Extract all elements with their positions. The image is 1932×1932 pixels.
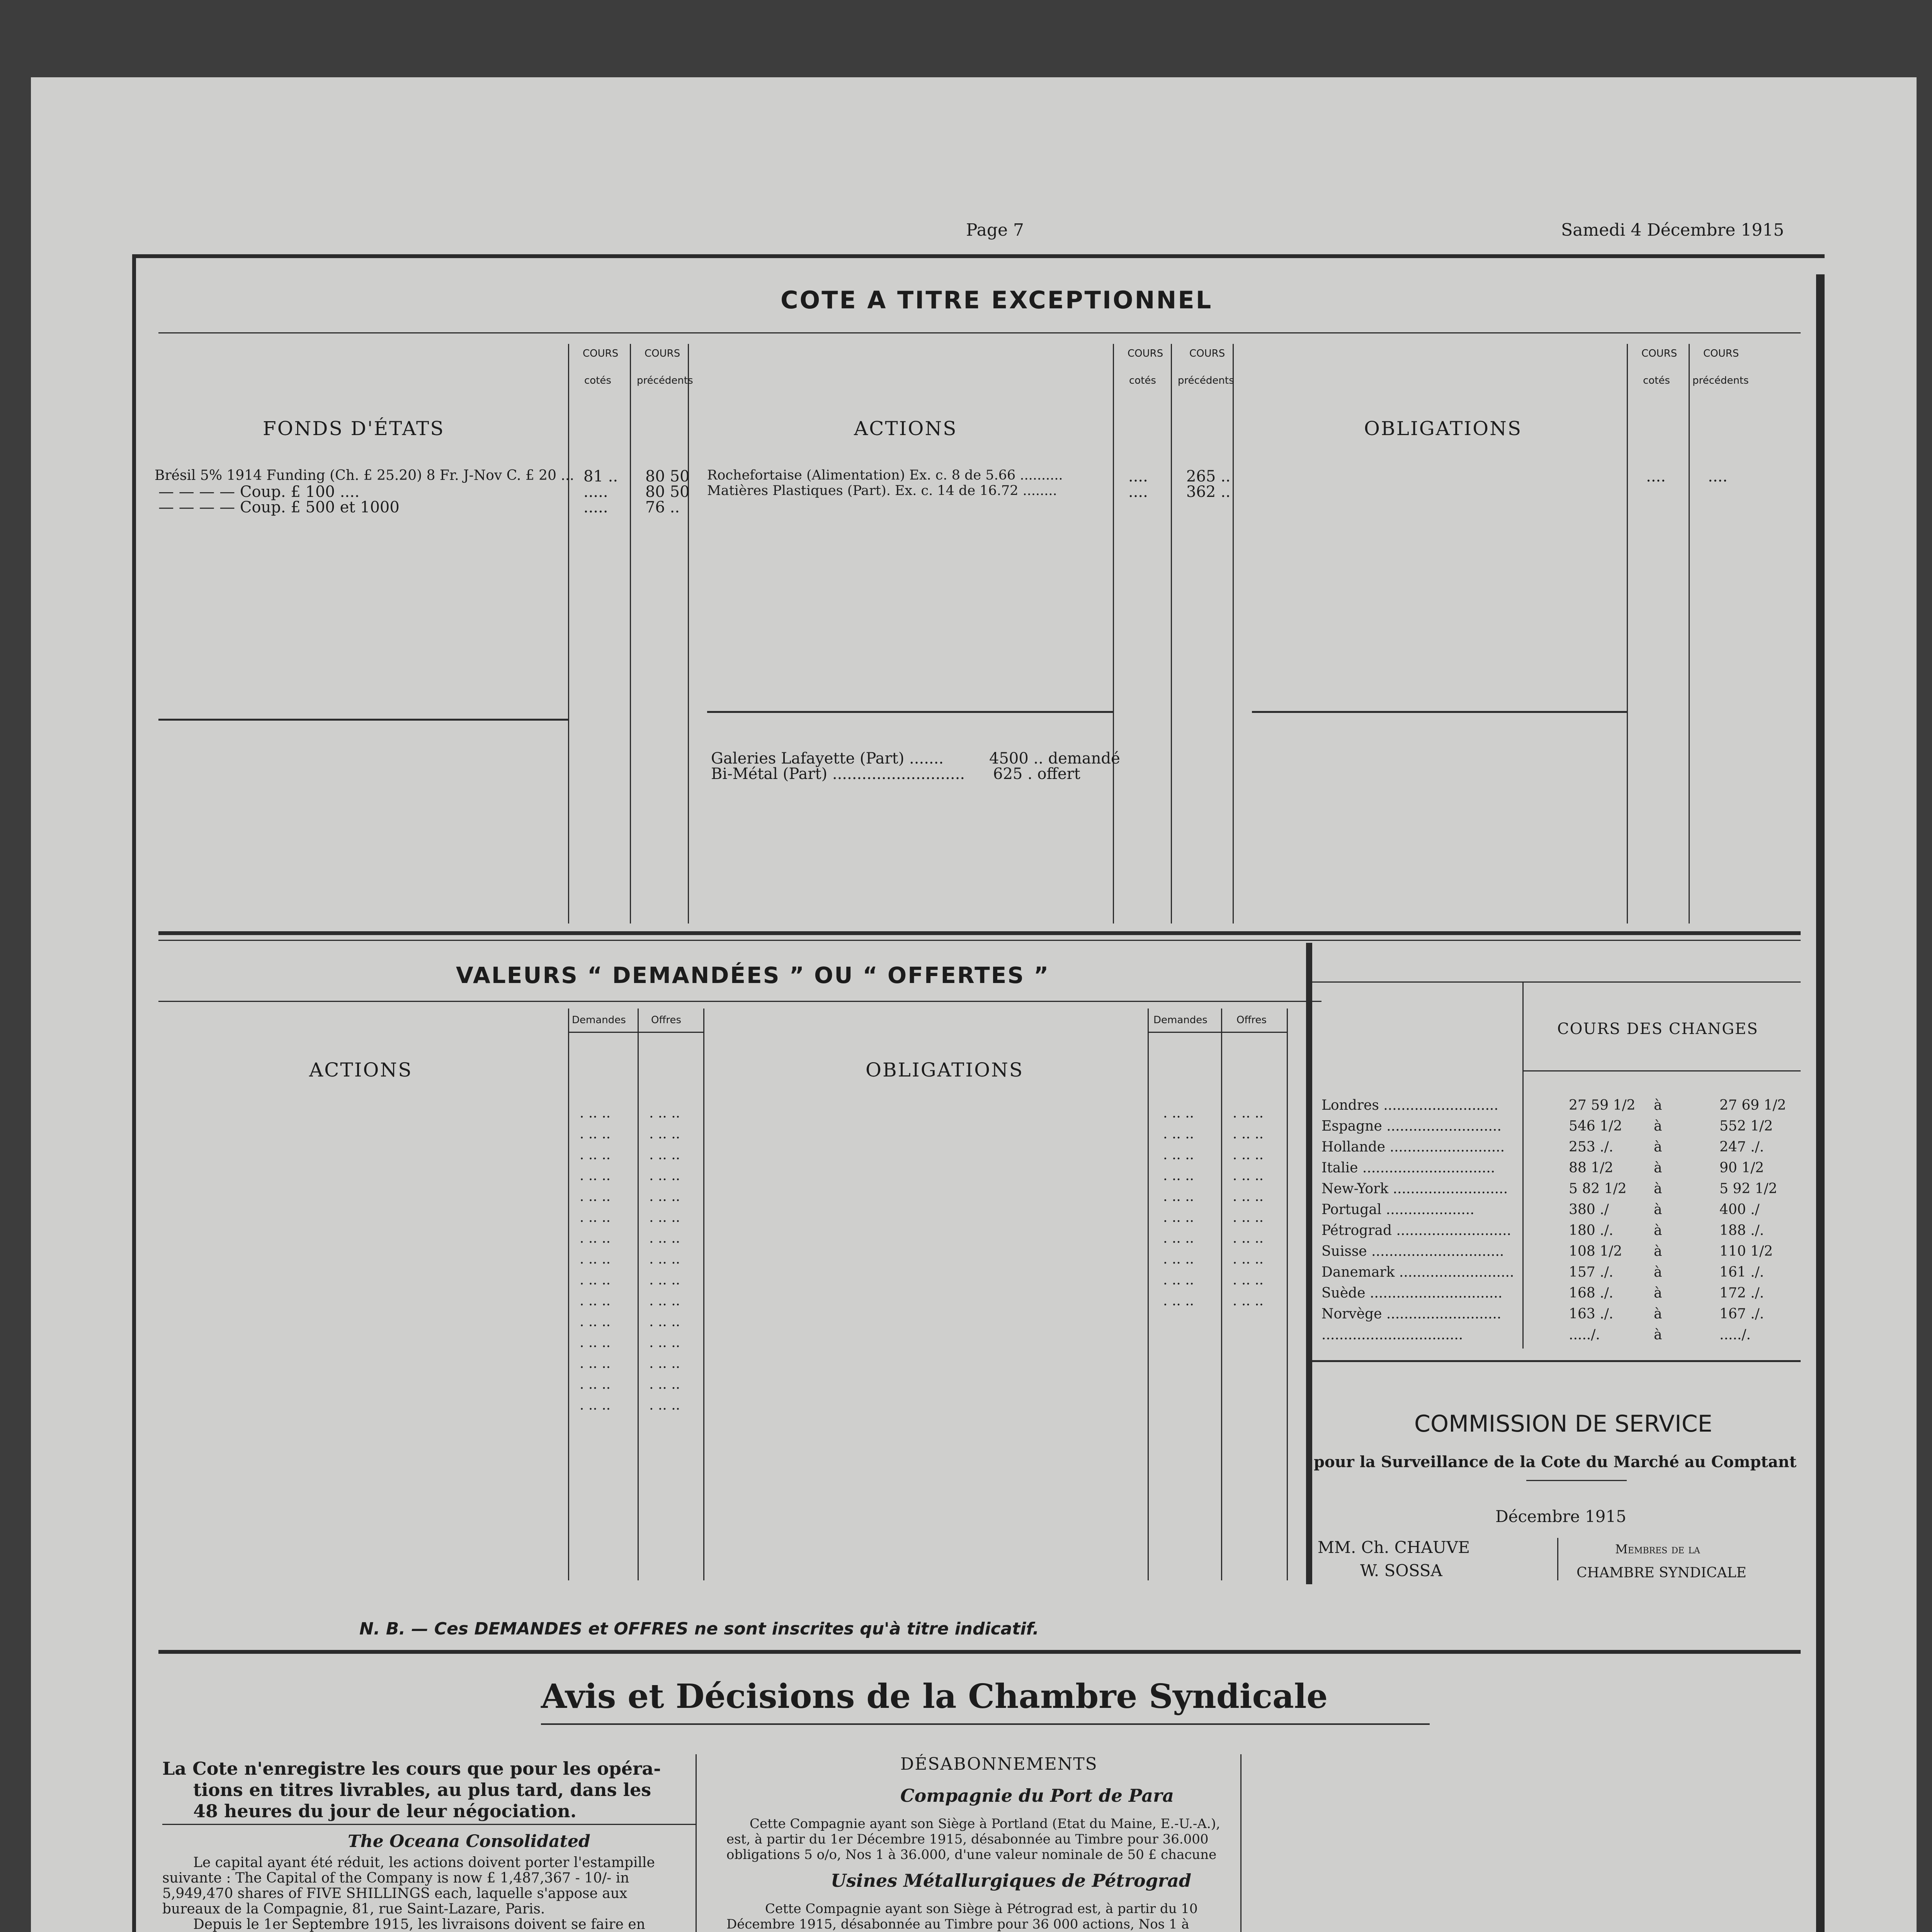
col-header-cours: COURS — [1189, 348, 1225, 359]
dots-placeholder: . .. .. — [1233, 1168, 1264, 1184]
fonds-prec: 76 .. — [645, 498, 680, 516]
page-date: Samedi 4 Décembre 1915 — [1561, 220, 1784, 240]
valeurs-right-border — [1306, 943, 1312, 1584]
change-from: 163 ./. — [1569, 1306, 1614, 1322]
brace — [1557, 1538, 1558, 1580]
col-header-cours: COURS — [645, 348, 680, 359]
dots-placeholder: . .. .. — [580, 1209, 611, 1225]
frame-left-border — [132, 254, 136, 1932]
change-place: Danemark .......................... — [1321, 1264, 1514, 1280]
change-to: 27 69 1/2 — [1719, 1097, 1786, 1113]
commission-subtitle: pour la Surveillance de la Cote du Marché au Comptant — [1314, 1453, 1797, 1471]
change-from: 27 59 1/2 — [1569, 1097, 1636, 1113]
commission-role: CHAMBRE SYNDICALE — [1577, 1565, 1747, 1581]
col-divider — [1171, 344, 1172, 923]
dots-placeholder: . .. .. — [649, 1147, 680, 1163]
change-place: Suède .............................. — [1321, 1285, 1503, 1301]
change-a: à — [1654, 1118, 1662, 1134]
actions-row: Matières Plastiques (Part). Ex. c. 14 de 16.72 ........ — [707, 483, 1057, 498]
col-header-cotes: cotés — [1643, 375, 1670, 386]
change-place: Norvège .......................... — [1321, 1306, 1502, 1322]
heading-fonds-etats: FONDS D'ÉTATS — [263, 417, 445, 440]
frame-right-border — [1816, 274, 1825, 1932]
col-divider — [703, 1009, 704, 1580]
heading-valeurs-obligations: OBLIGATIONS — [866, 1059, 1024, 1081]
change-from: 546 1/2 — [1569, 1118, 1622, 1134]
change-place: Londres .......................... — [1321, 1097, 1498, 1113]
change-from: ...../. — [1569, 1327, 1600, 1343]
col-header-cours: COURS — [583, 348, 619, 359]
change-to: 167 ./. — [1719, 1306, 1764, 1322]
change-place: Espagne .......................... — [1321, 1118, 1502, 1134]
section-rule — [158, 1650, 1801, 1654]
fonds-cote: ..... — [583, 498, 608, 516]
change-place: Portugal .................... — [1321, 1202, 1475, 1218]
dots-placeholder: . .. .. — [1233, 1209, 1264, 1225]
actions-extra-row: Galeries Lafayette (Part) ....... — [711, 750, 944, 767]
col-header-cotes: cotés — [1129, 375, 1156, 386]
col-header-cours: COURS — [1128, 348, 1163, 359]
dots-placeholder: . .. .. — [1163, 1251, 1194, 1267]
dots-placeholder: . .. .. — [580, 1397, 611, 1413]
dots-placeholder: . .. .. — [580, 1168, 611, 1184]
actions-cote: .... — [1128, 468, 1148, 485]
change-a: à — [1654, 1223, 1662, 1238]
dots-placeholder: . .. .. — [649, 1168, 680, 1184]
petro-title: Usines Métallurgiques de Pétrograd — [831, 1870, 1192, 1891]
dots-placeholder: . .. .. — [1233, 1230, 1264, 1246]
actions-prec: 265 .. — [1186, 468, 1231, 485]
col-header-offres: Offres — [651, 1014, 682, 1026]
dots-placeholder: . .. .. — [1233, 1293, 1264, 1309]
para-text: obligations 5 o/o, Nos 1 à 36.000, d'une valeur nominale de 50 £ chacune — [726, 1847, 1217, 1862]
dots-placeholder: . .. .. — [649, 1189, 680, 1204]
rule — [158, 1001, 1321, 1002]
dots-placeholder: . .. .. — [649, 1293, 680, 1309]
dots-placeholder: . .. .. — [580, 1105, 611, 1121]
change-place: Suisse .............................. — [1321, 1243, 1504, 1259]
dots-placeholder: . .. .. — [1163, 1209, 1194, 1225]
change-to: 90 1/2 — [1719, 1160, 1764, 1176]
frame-top-border — [132, 254, 1825, 258]
col-header-cotes: cotés — [584, 375, 611, 386]
dots-placeholder: . .. .. — [580, 1230, 611, 1246]
oceana-text: Le capital ayant été réduit, les actions doivent porter l'estampille — [193, 1855, 655, 1871]
commission-role: Membres de la — [1615, 1542, 1700, 1556]
change-place: Pétrograd .......................... — [1321, 1223, 1511, 1238]
commission-date: Décembre 1915 — [1495, 1507, 1626, 1526]
dots-placeholder: . .. .. — [1163, 1126, 1194, 1142]
dots-placeholder: . .. .. — [649, 1272, 680, 1288]
dots-placeholder: . .. .. — [1233, 1272, 1264, 1288]
actions-prec: 362 .. — [1186, 483, 1231, 501]
actions-extra-value: 4500 .. demandé — [989, 750, 1120, 767]
para-text: Cette Compagnie ayant son Siège à Portland (Etat du Maine, E.-U.-A.), — [750, 1816, 1220, 1832]
change-a: à — [1654, 1306, 1662, 1322]
col-header-precedents: précédents — [1178, 375, 1234, 386]
fonds-row: — — — — Coup. £ 100 .... — [158, 483, 360, 501]
commission-title: COMMISSION DE SERVICE — [1414, 1410, 1713, 1437]
dots-placeholder: . .. .. — [649, 1105, 680, 1121]
heading-cours-changes: COURS DES CHANGES — [1557, 1020, 1759, 1038]
col-divider — [1287, 1009, 1288, 1580]
col-divider — [568, 344, 569, 923]
change-to: 552 1/2 — [1719, 1118, 1773, 1134]
dots-placeholder: . .. .. — [649, 1335, 680, 1350]
dots-placeholder: . .. .. — [649, 1376, 680, 1392]
col-divider — [1148, 1009, 1149, 1580]
para-text: est, à partir du 1er Décembre 1915, désabonnée au Timbre pour 36.000 — [726, 1832, 1209, 1847]
dots-placeholder: . .. .. — [1233, 1105, 1264, 1121]
dots-placeholder: . .. .. — [580, 1272, 611, 1288]
change-a: à — [1654, 1264, 1662, 1280]
change-from: 253 ./. — [1569, 1139, 1614, 1155]
oceana-title: The Oceana Consolidated — [348, 1832, 590, 1851]
dots-placeholder: . .. .. — [1163, 1230, 1194, 1246]
change-place: New-York .......................... — [1321, 1181, 1508, 1197]
change-to: 172 ./. — [1719, 1285, 1764, 1301]
actions-extra-value: 625 . offert — [993, 765, 1080, 783]
change-from: 108 1/2 — [1569, 1243, 1622, 1259]
rule — [1522, 1070, 1801, 1071]
change-a: à — [1654, 1285, 1662, 1301]
avis-intro: tions en titres livrables, au plus tard, dans les — [193, 1779, 651, 1800]
col-divider — [1522, 981, 1524, 1349]
col-header-offres: Offres — [1236, 1014, 1267, 1026]
change-a: à — [1654, 1243, 1662, 1259]
col-header-demandes: Demandes — [572, 1014, 626, 1026]
fonds-prec: 80 50 — [645, 468, 690, 485]
dots-placeholder: . .. .. — [649, 1209, 680, 1225]
col-divider — [696, 1754, 697, 1932]
rule — [1310, 1360, 1801, 1362]
heading-valeurs-actions: ACTIONS — [309, 1059, 413, 1081]
col-divider — [1627, 344, 1628, 923]
col-header-precedents: précédents — [637, 375, 693, 386]
rule — [162, 1824, 696, 1825]
dots-placeholder: . .. .. — [1163, 1272, 1194, 1288]
actions-row: Rochefortaise (Alimentation) Ex. c. 8 de 5.66 .......... — [707, 468, 1063, 483]
avis-title: Avis et Décisions de la Chambre Syndicale — [541, 1677, 1328, 1716]
col-divider — [688, 344, 689, 923]
dots-placeholder: . .. .. — [1233, 1126, 1264, 1142]
oceana-text: bureaux de la Compagnie, 81, rue Saint-Lazare, Paris. — [162, 1901, 545, 1917]
avis-intro: 48 heures du jour de leur négociation. — [193, 1801, 577, 1821]
change-from: 157 ./. — [1569, 1264, 1614, 1280]
change-place: ................................ — [1321, 1327, 1463, 1343]
change-from: 168 ./. — [1569, 1285, 1614, 1301]
dots-placeholder: . .. .. — [1163, 1105, 1194, 1121]
obligations-cote: .... — [1646, 468, 1666, 485]
change-to: 110 1/2 — [1719, 1243, 1773, 1259]
col-divider — [638, 1009, 639, 1580]
dots-placeholder: . .. .. — [580, 1189, 611, 1204]
section-rule — [158, 940, 1801, 941]
dots-placeholder: . .. .. — [1233, 1189, 1264, 1204]
obligations-prec: .... — [1708, 468, 1728, 485]
col-divider — [1233, 344, 1234, 923]
change-a: à — [1654, 1139, 1662, 1155]
col-divider — [1113, 344, 1114, 923]
change-place: Italie .............................. — [1321, 1160, 1495, 1176]
change-a: à — [1654, 1327, 1662, 1343]
rule — [158, 719, 568, 721]
change-from: 380 ./ — [1569, 1202, 1609, 1218]
avis-intro: La Cote n'enregistre les cours que pour les opéra- — [162, 1758, 661, 1779]
oceana-text: 5,949,470 shares of FIVE SHILLINGS each, laquelle s'appose aux — [162, 1886, 628, 1901]
change-to: 161 ./. — [1719, 1264, 1764, 1280]
dots-placeholder: . .. .. — [649, 1230, 680, 1246]
fonds-prec: 80 50 — [645, 483, 690, 501]
rule — [568, 1032, 703, 1033]
actions-cote: .... — [1128, 483, 1148, 501]
dots-placeholder: . .. .. — [649, 1314, 680, 1330]
petro-text: Décembre 1915, désabonnée au Timbre pour 36 000 actions, Nos 1 à — [726, 1917, 1189, 1932]
col-divider — [630, 344, 631, 923]
rule — [1526, 1480, 1627, 1481]
oceana-text: Depuis le 1er Septembre 1915, les livraisons doivent se faire en — [193, 1917, 645, 1932]
page-number: Page 7 — [966, 220, 1024, 240]
rule — [1148, 1032, 1287, 1033]
change-from: 5 82 1/2 — [1569, 1181, 1627, 1197]
rule — [158, 332, 1801, 333]
actions-extra-row: Bi-Métal (Part) ........................... — [711, 765, 965, 783]
change-a: à — [1654, 1097, 1662, 1113]
fonds-row: Brésil 5% 1914 Funding (Ch. £ 25.20) 8 Fr. J-Nov C. £ 20 ... — [155, 468, 574, 483]
commission-member: W. SOSSA — [1360, 1561, 1442, 1580]
dots-placeholder: . .. .. — [1163, 1189, 1194, 1204]
dots-placeholder: . .. .. — [580, 1251, 611, 1267]
heading-obligations: OBLIGATIONS — [1364, 417, 1522, 440]
nb-note: N. B. — Ces DEMANDES et OFFRES ne sont inscrites qu'à titre indicatif. — [359, 1619, 1039, 1639]
newspaper-page — [31, 77, 1917, 1932]
dots-placeholder: . .. .. — [580, 1355, 611, 1371]
rule — [1252, 711, 1627, 713]
dots-placeholder: . .. .. — [1163, 1293, 1194, 1309]
section-title-exceptionnel: COTE A TITRE EXCEPTIONNEL — [781, 286, 1213, 314]
rule — [1310, 981, 1801, 983]
col-header-cours: COURS — [1703, 348, 1739, 359]
petro-text: Cette Compagnie ayant son Siège à Pétrograd est, à partir du 10 — [765, 1901, 1198, 1917]
dots-placeholder: . .. .. — [580, 1293, 611, 1309]
dots-placeholder: . .. .. — [580, 1126, 611, 1142]
desab-heading: DÉSABONNEMENTS — [900, 1754, 1098, 1774]
change-a: à — [1654, 1160, 1662, 1176]
fonds-cote: 81 .. — [583, 468, 618, 485]
oceana-text: suivante : The Capital of the Company is now £ 1,487,367 - 10/- in — [162, 1870, 629, 1886]
para-title: Compagnie du Port de Para — [900, 1785, 1174, 1806]
dots-placeholder: . .. .. — [1163, 1147, 1194, 1163]
col-divider — [1689, 344, 1690, 923]
col-divider — [568, 1009, 569, 1580]
heading-actions: ACTIONS — [854, 417, 957, 440]
dots-placeholder: . .. .. — [1163, 1168, 1194, 1184]
col-divider — [1240, 1754, 1242, 1932]
col-header-demandes: Demandes — [1153, 1014, 1208, 1026]
commission-member: MM. Ch. CHAUVE — [1318, 1538, 1470, 1557]
col-header-cours: COURS — [1641, 348, 1677, 359]
rule — [707, 711, 1113, 713]
section-title-valeurs: VALEURS “ DEMANDÉES ” OU “ OFFERTES ” — [456, 962, 1050, 988]
col-divider — [1221, 1009, 1222, 1580]
change-to: ...../. — [1719, 1327, 1751, 1343]
change-place: Hollande .......................... — [1321, 1139, 1505, 1155]
fonds-row: — — — — Coup. £ 500 et 1000 — [158, 498, 400, 516]
col-header-precedents: précédents — [1692, 375, 1749, 386]
change-to: 188 ./. — [1719, 1223, 1764, 1238]
change-to: 5 92 1/2 — [1719, 1181, 1777, 1197]
change-a: à — [1654, 1202, 1662, 1218]
change-from: 88 1/2 — [1569, 1160, 1614, 1176]
fonds-cote: ..... — [583, 483, 608, 501]
change-to: 247 ./. — [1719, 1139, 1764, 1155]
dots-placeholder: . .. .. — [580, 1147, 611, 1163]
dots-placeholder: . .. .. — [1233, 1251, 1264, 1267]
dots-placeholder: . .. .. — [649, 1126, 680, 1142]
change-from: 180 ./. — [1569, 1223, 1614, 1238]
dots-placeholder: . .. .. — [1233, 1147, 1264, 1163]
dots-placeholder: . .. .. — [580, 1376, 611, 1392]
dots-placeholder: . .. .. — [649, 1355, 680, 1371]
change-to: 400 ./ — [1719, 1202, 1760, 1218]
dots-placeholder: . .. .. — [580, 1314, 611, 1330]
section-rule — [158, 931, 1801, 935]
change-a: à — [1654, 1181, 1662, 1197]
dots-placeholder: . .. .. — [580, 1335, 611, 1350]
rule — [541, 1723, 1430, 1725]
dots-placeholder: . .. .. — [649, 1397, 680, 1413]
dots-placeholder: . .. .. — [649, 1251, 680, 1267]
